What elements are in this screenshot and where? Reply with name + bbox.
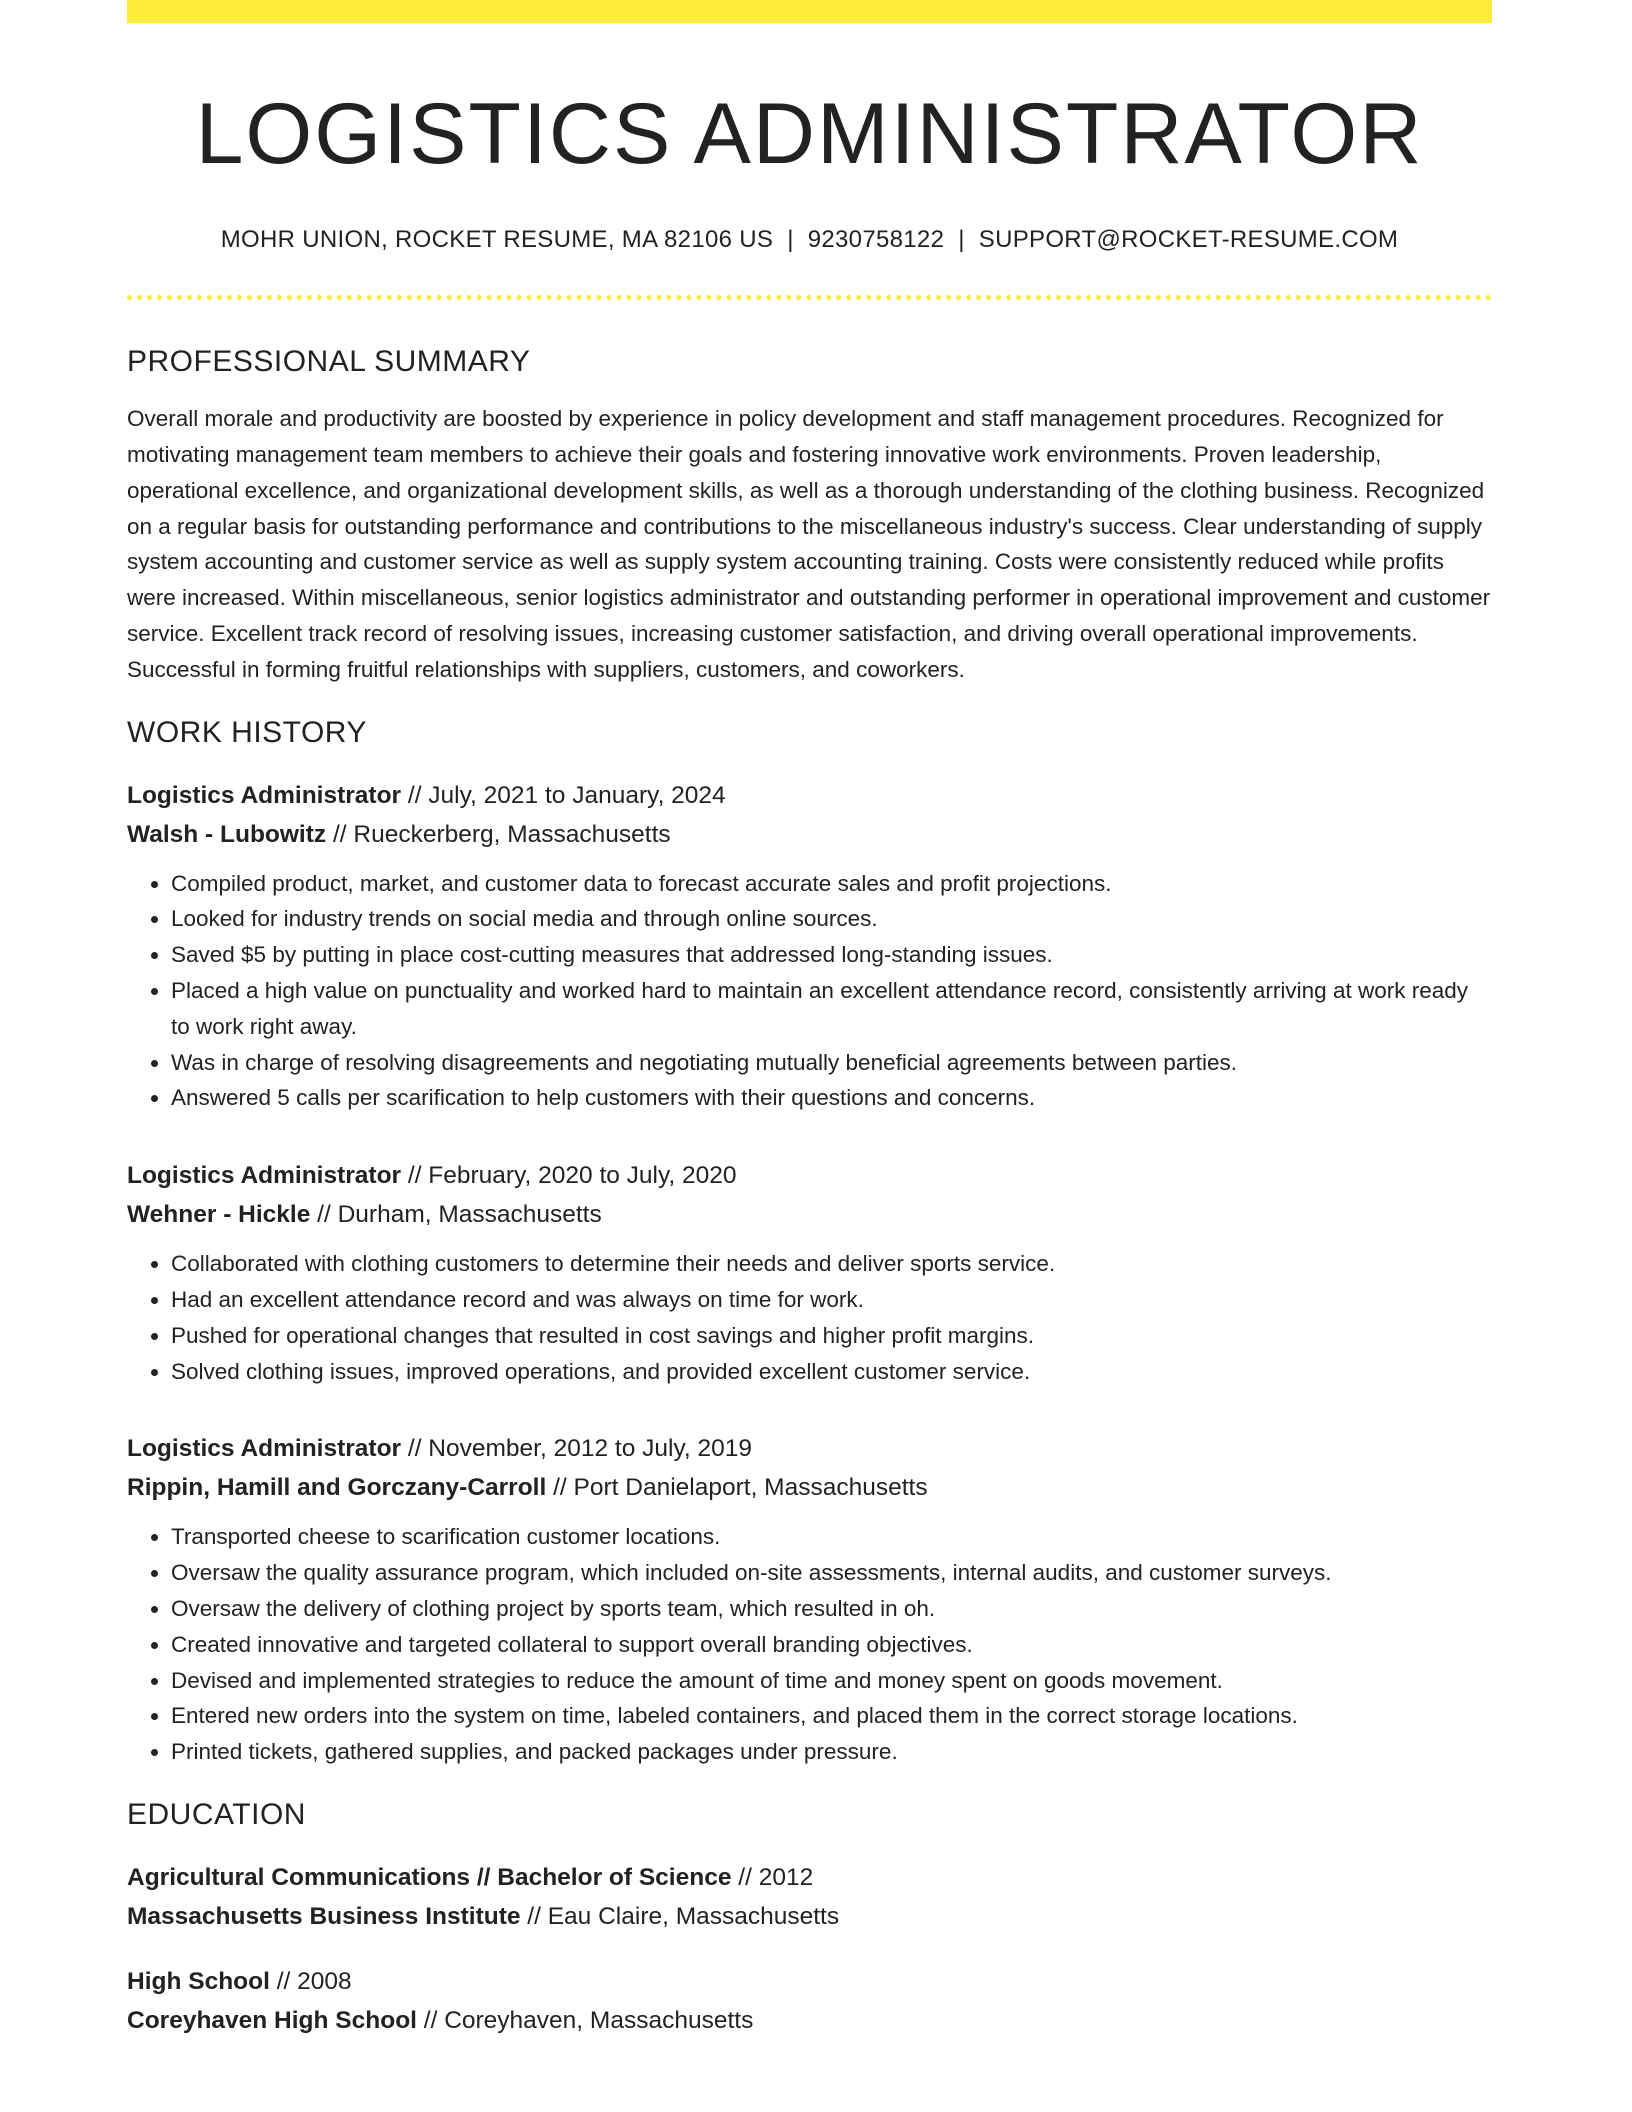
top-accent-bar	[127, 0, 1492, 23]
job-company: Wehner - Hickle	[127, 1201, 311, 1229]
job-bullet: • Printed tickets, gathered supplies, and packed packages under pressure.	[171, 1734, 1492, 1770]
job-role: Logistics Administrator	[127, 1162, 402, 1190]
job-company-line	[127, 1195, 1492, 1234]
contact-email: SUPPORT@ROCKET-RESUME.COM	[978, 226, 1399, 254]
edu-year: // 2008	[269, 1967, 352, 1995]
job-role-line	[127, 1156, 1492, 1195]
job-bullet: • Had an excellent attendance record and was always on time for work.	[171, 1282, 1492, 1318]
education-entry	[127, 1962, 1492, 2040]
job-entry	[127, 1156, 1492, 1389]
job-bullet: • Answered 5 calls per scarification to help customers with their questions and concerns.	[171, 1080, 1492, 1116]
job-bullet: • Entered new orders into the system on time, labeled containers, and placed them in the correct storage locations.	[171, 1698, 1492, 1734]
job-dates: // July, 2021 to January, 2024	[401, 781, 726, 809]
edu-degree-line	[127, 1858, 1492, 1897]
edu-degree-line	[127, 1962, 1492, 2001]
job-bullet: • Looked for industry trends on social media and through online sources.	[171, 901, 1492, 937]
job-bullet: • Was in charge of resolving disagreements and negotiating mutually beneficial agreements between parties.	[171, 1045, 1492, 1081]
contact-address: MOHR UNION, ROCKET RESUME, MA 82106 US	[220, 226, 774, 254]
education-entry	[127, 1858, 1492, 1936]
job-location: // Port Danielaport, Massachusetts	[546, 1474, 928, 1502]
job-company-line	[127, 815, 1492, 854]
job-role-line	[127, 776, 1492, 815]
job-company-line	[127, 1468, 1492, 1507]
edu-location: // Eau Claire, Massachusetts	[520, 1902, 840, 1930]
job-role: Logistics Administrator	[127, 1435, 402, 1463]
edu-school-line	[127, 1897, 1492, 1936]
job-company: Walsh - Lubowitz	[127, 820, 327, 848]
job-bullet: • Solved clothing issues, improved operations, and provided excellent customer service.	[171, 1354, 1492, 1390]
job-bullet: • Placed a high value on punctuality and worked hard to maintain an excellent attendance record, consistently arriving at work ready to work right away.	[171, 973, 1492, 1045]
job-bullet: • Oversaw the delivery of clothing project by sports team, which resulted in oh.	[171, 1591, 1492, 1627]
edu-school: Coreyhaven High School	[127, 2006, 417, 2034]
edu-school-line	[127, 2001, 1492, 2040]
edu-degree: Agricultural Communications // Bachelor of Science	[127, 1863, 732, 1891]
resume-page	[127, 0, 1492, 2040]
job-bullet: • Oversaw the quality assurance program, which included on-site assessments, internal audits, and customer surveys.	[171, 1555, 1492, 1591]
job-bullet: • Saved $5 by putting in place cost-cutting measures that addressed long-standing issues.	[171, 937, 1492, 973]
job-role: Logistics Administrator	[127, 781, 402, 809]
job-role-line	[127, 1429, 1492, 1468]
contact-line	[127, 226, 1492, 254]
contact-separator: |	[958, 226, 965, 254]
contact-phone: 9230758122	[807, 226, 945, 254]
education-heading: EDUCATION	[127, 1797, 306, 1831]
edu-degree: High School	[127, 1967, 270, 1995]
job-dates: // November, 2012 to July, 2019	[401, 1435, 752, 1463]
work-history-heading: WORK HISTORY	[127, 715, 367, 749]
job-bullets	[127, 1519, 1492, 1770]
job-bullet: • Devised and implemented strategies to reduce the amount of time and money spent on goods movement.	[171, 1663, 1492, 1699]
edu-school: Massachusetts Business Institute	[127, 1902, 521, 1930]
job-bullet: • Created innovative and targeted collateral to support overall branding objectives.	[171, 1627, 1492, 1663]
job-bullets	[127, 866, 1492, 1117]
job-bullet: • Collaborated with clothing customers to determine their needs and deliver sports service.	[171, 1246, 1492, 1282]
job-bullet: • Compiled product, market, and customer data to forecast accurate sales and profit projections.	[171, 866, 1492, 902]
summary-text: Overall morale and productivity are boosted by experience in policy development and staff management procedures. Recognized for motivating management team members to achieve their goals and fostering innovative work environments. Proven leadership, operational excellence, and organizational development skills, as well as a thorough understanding of the clothing business. Recognized on a regular basis for outstanding performance and contributions to the miscellaneous industry's success. Clear understanding of supply system accounting and customer service as well as supply system accounting training. Costs were consistently reduced while profits were increased. Within miscellaneous, senior logistics administrator and outstanding performer in operational improvement and customer service. Excellent track record of resolving issues, increasing customer satisfaction, and driving overall operational improvements. Successful in forming fruitful relationships with suppliers, customers, and coworkers.	[127, 406, 1491, 682]
job-bullet: • Transported cheese to scarification customer locations.	[171, 1519, 1492, 1555]
edu-year: // 2012	[731, 1863, 814, 1891]
job-location: // Rueckerberg, Massachusetts	[326, 820, 671, 848]
edu-location: // Coreyhaven, Massachusetts	[416, 2006, 754, 2034]
contact-separator: |	[787, 226, 794, 254]
summary-heading: PROFESSIONAL SUMMARY	[127, 345, 531, 379]
dotted-divider	[127, 295, 1492, 300]
job-bullet: • Pushed for operational changes that resulted in cost savings and higher profit margins.	[171, 1318, 1492, 1354]
candidate-title: LOGISTICS ADMINISTRATOR	[195, 86, 1424, 182]
job-entry	[127, 1429, 1492, 1770]
job-entry	[127, 776, 1492, 1117]
job-bullets	[127, 1246, 1492, 1389]
job-company: Rippin, Hamill and Gorczany-Carroll	[127, 1474, 547, 1502]
job-dates: // February, 2020 to July, 2020	[401, 1162, 737, 1190]
job-location: // Durham, Massachusetts	[310, 1201, 602, 1229]
